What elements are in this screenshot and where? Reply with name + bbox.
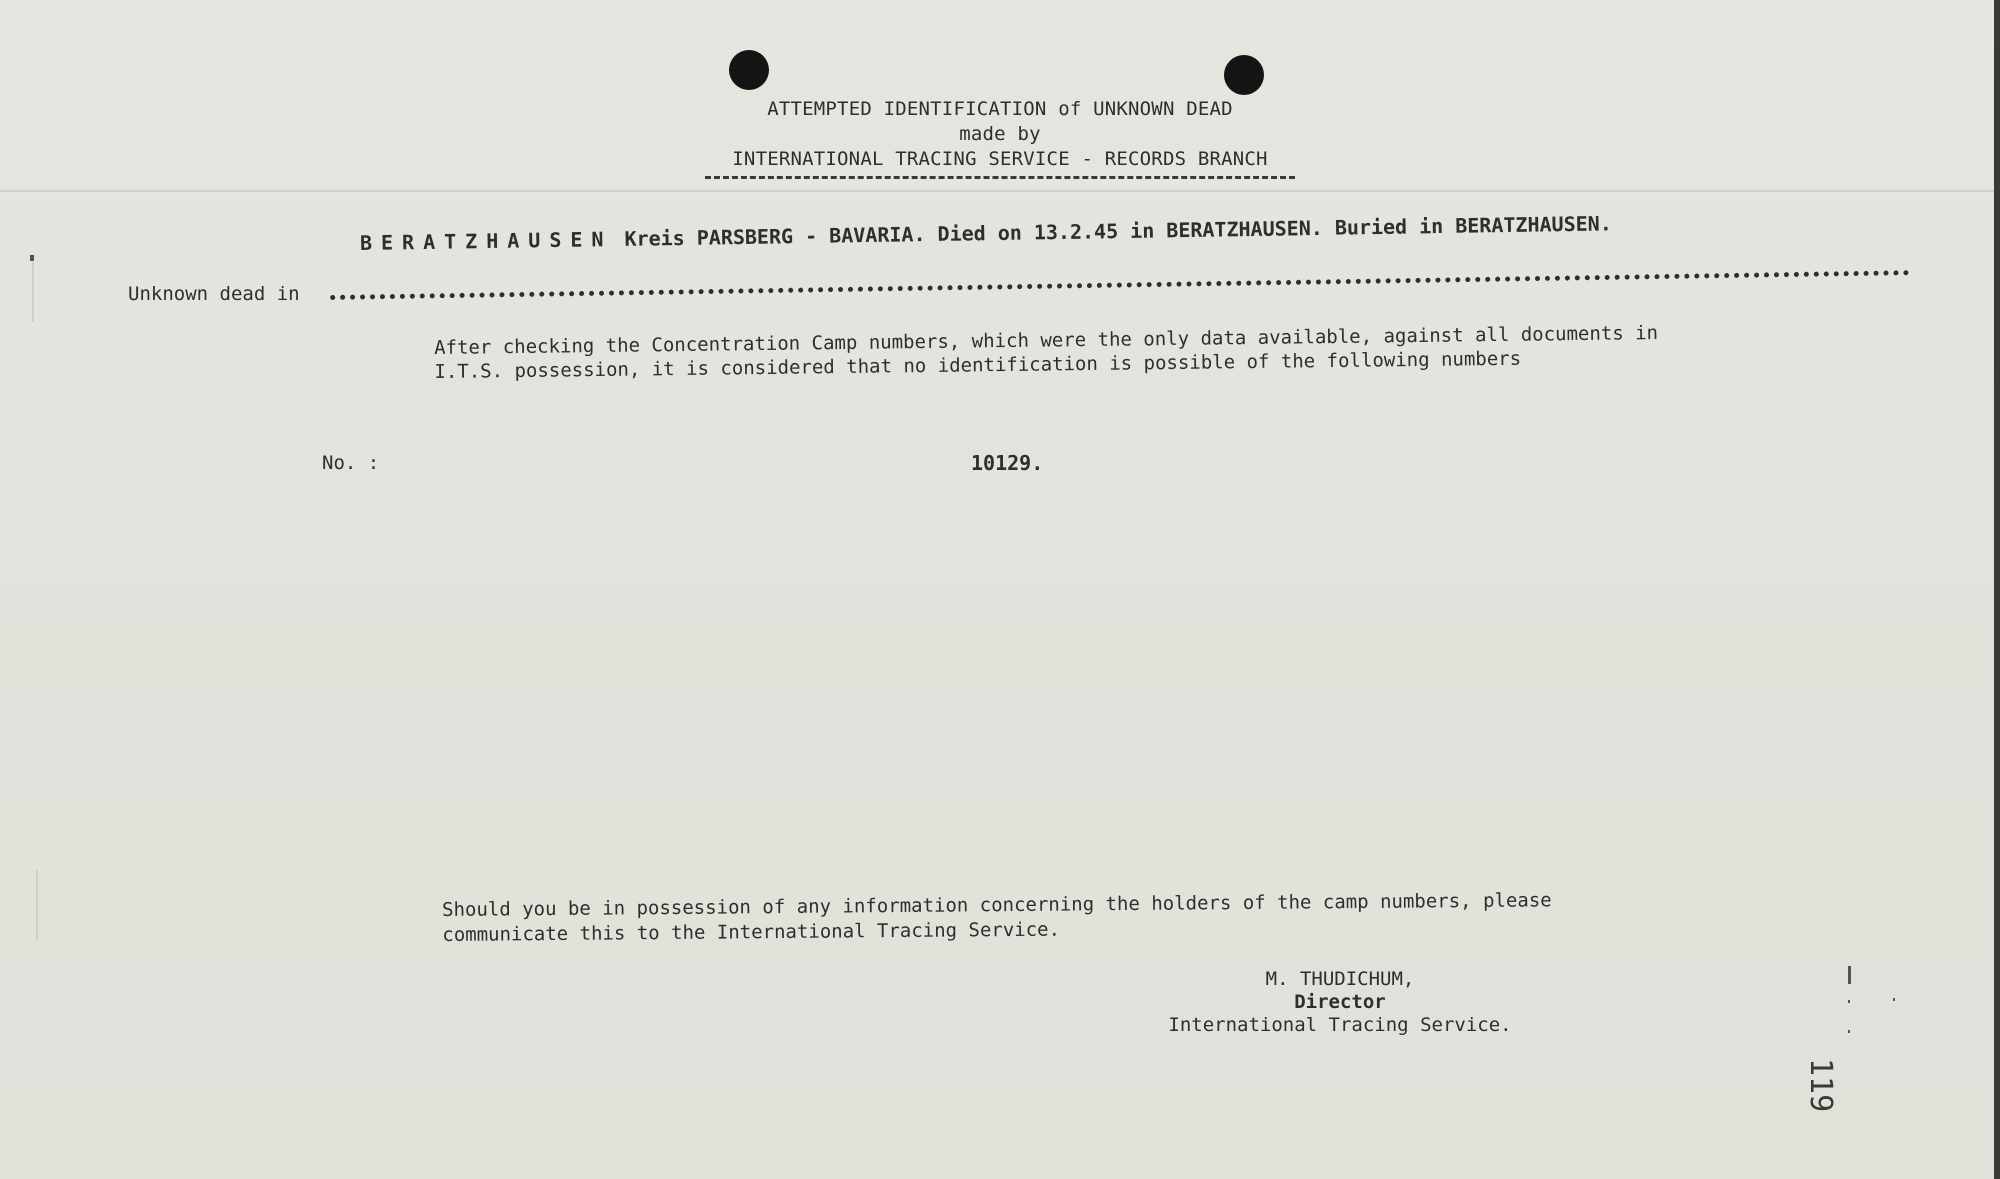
header-subtitle: made by (959, 123, 1041, 145)
camp-number: 10129. (971, 451, 1044, 475)
signature-title: Director (1294, 991, 1386, 1013)
header-branch: INTERNATIONAL TRACING SERVICE - RECORDS BRANCH (732, 148, 1268, 170)
body-paragraph: After checking the Concentration Camp numbers, which were the only data available, against all documents in I.T.S. possession, it is considered that no identification is possible of the following numbers (434, 322, 1659, 383)
page-number: 119 (1803, 1058, 1838, 1113)
number-label: No. : (322, 452, 380, 474)
margin-mark (1848, 1030, 1850, 1033)
margin-mark (36, 870, 38, 940)
unknown-dead-label: Unknown dead in (128, 283, 300, 305)
margin-mark (1893, 998, 1895, 1001)
closing-paragraph: Should you be in possession of any information concerning the holders of the camp numbers, please communicate this to the International Tracing Service. (442, 889, 1552, 946)
margin-mark (1848, 1000, 1850, 1003)
dotted-leader (330, 246, 1910, 300)
margin-mark (30, 255, 34, 261)
punch-hole-left (729, 50, 769, 90)
document-header (600, 97, 1400, 179)
header-rule (705, 176, 1295, 179)
margin-mark (1848, 966, 1851, 984)
signature-organization: International Tracing Service. (1168, 1014, 1512, 1036)
header-title: ATTEMPTED IDENTIFICATION of UNKNOWN DEAD (767, 98, 1233, 120)
location-details: Kreis PARSBERG - BAVARIA. Died on 13.2.45 in BERATZHAUSEN. Buried in BERATZHAUSEN. (624, 211, 1612, 251)
punch-hole-right (1224, 55, 1264, 95)
signature-block (1080, 968, 1600, 1037)
paper-edge (1994, 0, 2000, 1179)
location-line (360, 211, 1612, 255)
margin-mark (32, 262, 34, 322)
signature-name: M. THUDICHUM, (1265, 968, 1415, 990)
fold-line (0, 190, 1994, 192)
location-town: BERATZHAUSEN (359, 227, 613, 255)
